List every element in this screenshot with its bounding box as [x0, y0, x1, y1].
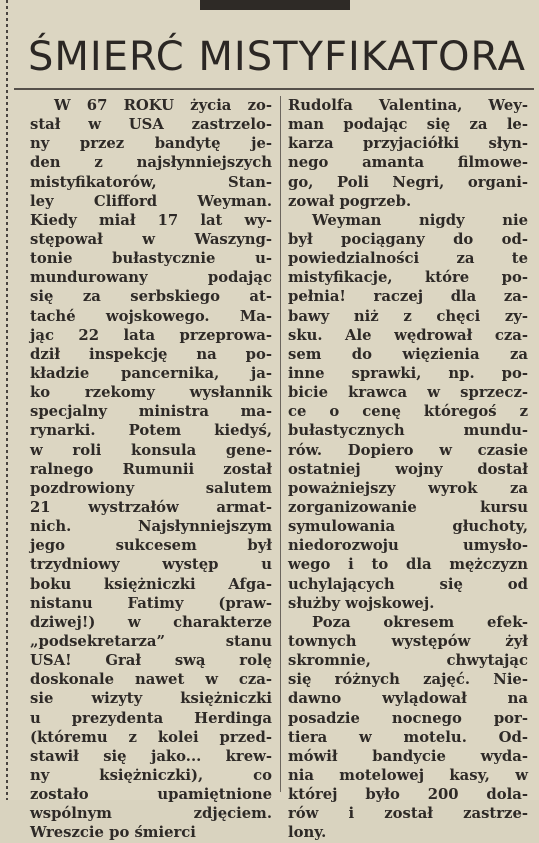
text-line: ralnego Rumunii został [30, 460, 272, 478]
article-title: ŚMIERĆ MISTYFIKATORA [28, 34, 527, 80]
text-line: zorganizowanie kursu [288, 498, 528, 516]
text-line: Kiedy miał 17 lat wy- [30, 211, 272, 229]
text-line: dził inspekcję na po- [30, 345, 272, 363]
text-line: nistanu Fatimy (praw- [30, 594, 272, 612]
text-line: bicie krawca w sprzecz- [288, 384, 528, 402]
text-line: 21 wystrzałów armat- [30, 498, 272, 516]
text-line: nia motelowej kasy, w [288, 766, 528, 784]
text-line: dziwej!) w charakterze [30, 613, 272, 631]
text-line: doskonale nawet w cza- [30, 671, 272, 689]
text-line: man podając się za le- [288, 116, 528, 134]
text-line: ley Clifford Weyman. [30, 192, 272, 210]
text-line: USA! Grał swą rolę [30, 652, 272, 670]
top-black-bar [200, 0, 350, 10]
text-line: sem do więzienia za [288, 345, 528, 363]
text-line: „podsekretarza” stanu [30, 632, 272, 650]
column-divider [280, 96, 281, 792]
text-line: mistyfikatorów, Stan- [30, 173, 272, 191]
text-line: zostało upamiętnione [30, 786, 272, 804]
text-line: stępował w Waszyng- [30, 230, 272, 248]
text-line: Poza okresem efek- [312, 613, 528, 631]
text-line: w roli konsula gene- [30, 441, 272, 459]
article-column-right [288, 96, 528, 842]
text-line: się za serbskiego at- [30, 288, 272, 306]
text-line: W 67 ROKU życia zo- [54, 97, 272, 114]
text-line: rów. Dopiero w czasie [288, 441, 528, 459]
text-line: jego sukcesem był [30, 537, 272, 555]
text-line: uchylających się od [288, 575, 528, 593]
text-line: pełnia! raczej dla za- [288, 288, 528, 306]
text-line: bułastycznych mundu- [288, 422, 528, 440]
left-border-rule [6, 0, 8, 800]
text-line: powiedzialności za te [288, 250, 528, 268]
text-line: u prezydenta Herdinga [30, 709, 272, 727]
text-line: symulowania głuchoty, [288, 518, 528, 536]
text-line: rynarki. Potem kiedyś, [30, 422, 272, 440]
text-line: jąc 22 lata przeprowa- [30, 326, 272, 344]
text-line: sie wizyty księżniczki [30, 690, 272, 708]
text-line: boku księżniczki Afga- [30, 575, 272, 593]
text-line: specjalny ministra ma- [30, 403, 272, 421]
text-line: nich. Najsłynniejszym [30, 518, 272, 536]
text-line: trzydniowy występ u [30, 556, 272, 574]
text-line: skromnie, chwytając [288, 652, 528, 670]
text-line: (któremu z kolei przed- [30, 728, 272, 746]
text-line: się różnych zajęć. Nie- [288, 671, 528, 689]
text-line: mundurowany podając [30, 269, 272, 287]
text-line: go, Poli Negri, organi- [288, 173, 528, 191]
text-line: wspólnym zdjęciem. [30, 805, 272, 823]
text-line: townych występów żył [288, 632, 528, 650]
text-line: lony. [288, 824, 327, 842]
text-line: pozdrowiony salutem [30, 479, 272, 497]
text-line: ostatniej wojny dostał [288, 460, 528, 478]
text-line: był pociągany do od- [288, 230, 528, 248]
text-line: dawno wylądował na [288, 690, 528, 708]
text-line: bawy niż z chęci zy- [288, 307, 528, 325]
text-line: służby wojskowej. [288, 594, 435, 612]
text-line: Wreszcie po śmierci [30, 824, 196, 842]
text-line: nego amanta filmowe- [288, 154, 528, 172]
text-line: inne sprawki, np. po- [288, 364, 528, 382]
text-line: sku. Ale wędrował cza- [288, 326, 528, 344]
article-column-left [30, 96, 272, 842]
text-line: stawił się jako... krew- [30, 747, 272, 765]
text-line: ny księżniczki), co [30, 766, 272, 784]
text-line: mówił bandycie wyda- [288, 747, 528, 765]
text-line: poważniejszy wyrok za [288, 479, 528, 497]
text-line: kładzie pancernika, ja- [30, 364, 272, 382]
text-line: karza przyjaciółki słyn- [288, 135, 528, 153]
text-line: Weyman nigdy nie [312, 211, 528, 229]
title-divider [14, 88, 534, 90]
text-line: ny przez bandytę je- [30, 135, 272, 153]
text-line: den z najsłynniejszych [30, 154, 272, 172]
text-line: tiera w motelu. Od- [288, 728, 528, 746]
text-line: ce o cenę któregoś z [288, 403, 528, 421]
text-line: stał w USA zastrzelo- [30, 116, 272, 134]
text-line: rów i został zastrze- [288, 805, 528, 823]
text-line: posadzie nocnego por- [288, 709, 528, 727]
text-line: niedorozwoju umysło- [288, 537, 528, 555]
text-line: tonie bułastycznie u- [30, 250, 272, 268]
text-line: taché wojskowego. Ma- [30, 307, 272, 325]
text-line: wego i to dla mężczyzn [288, 556, 528, 574]
text-line: mistyfikacje, które po- [288, 269, 528, 287]
text-line: zował pogrzeb. [288, 192, 412, 210]
text-line: Rudolfa Valentina, Wey- [288, 97, 528, 114]
text-line: ko rzekomy wysłannik [30, 384, 272, 402]
text-line: której było 200 dola- [288, 786, 528, 804]
